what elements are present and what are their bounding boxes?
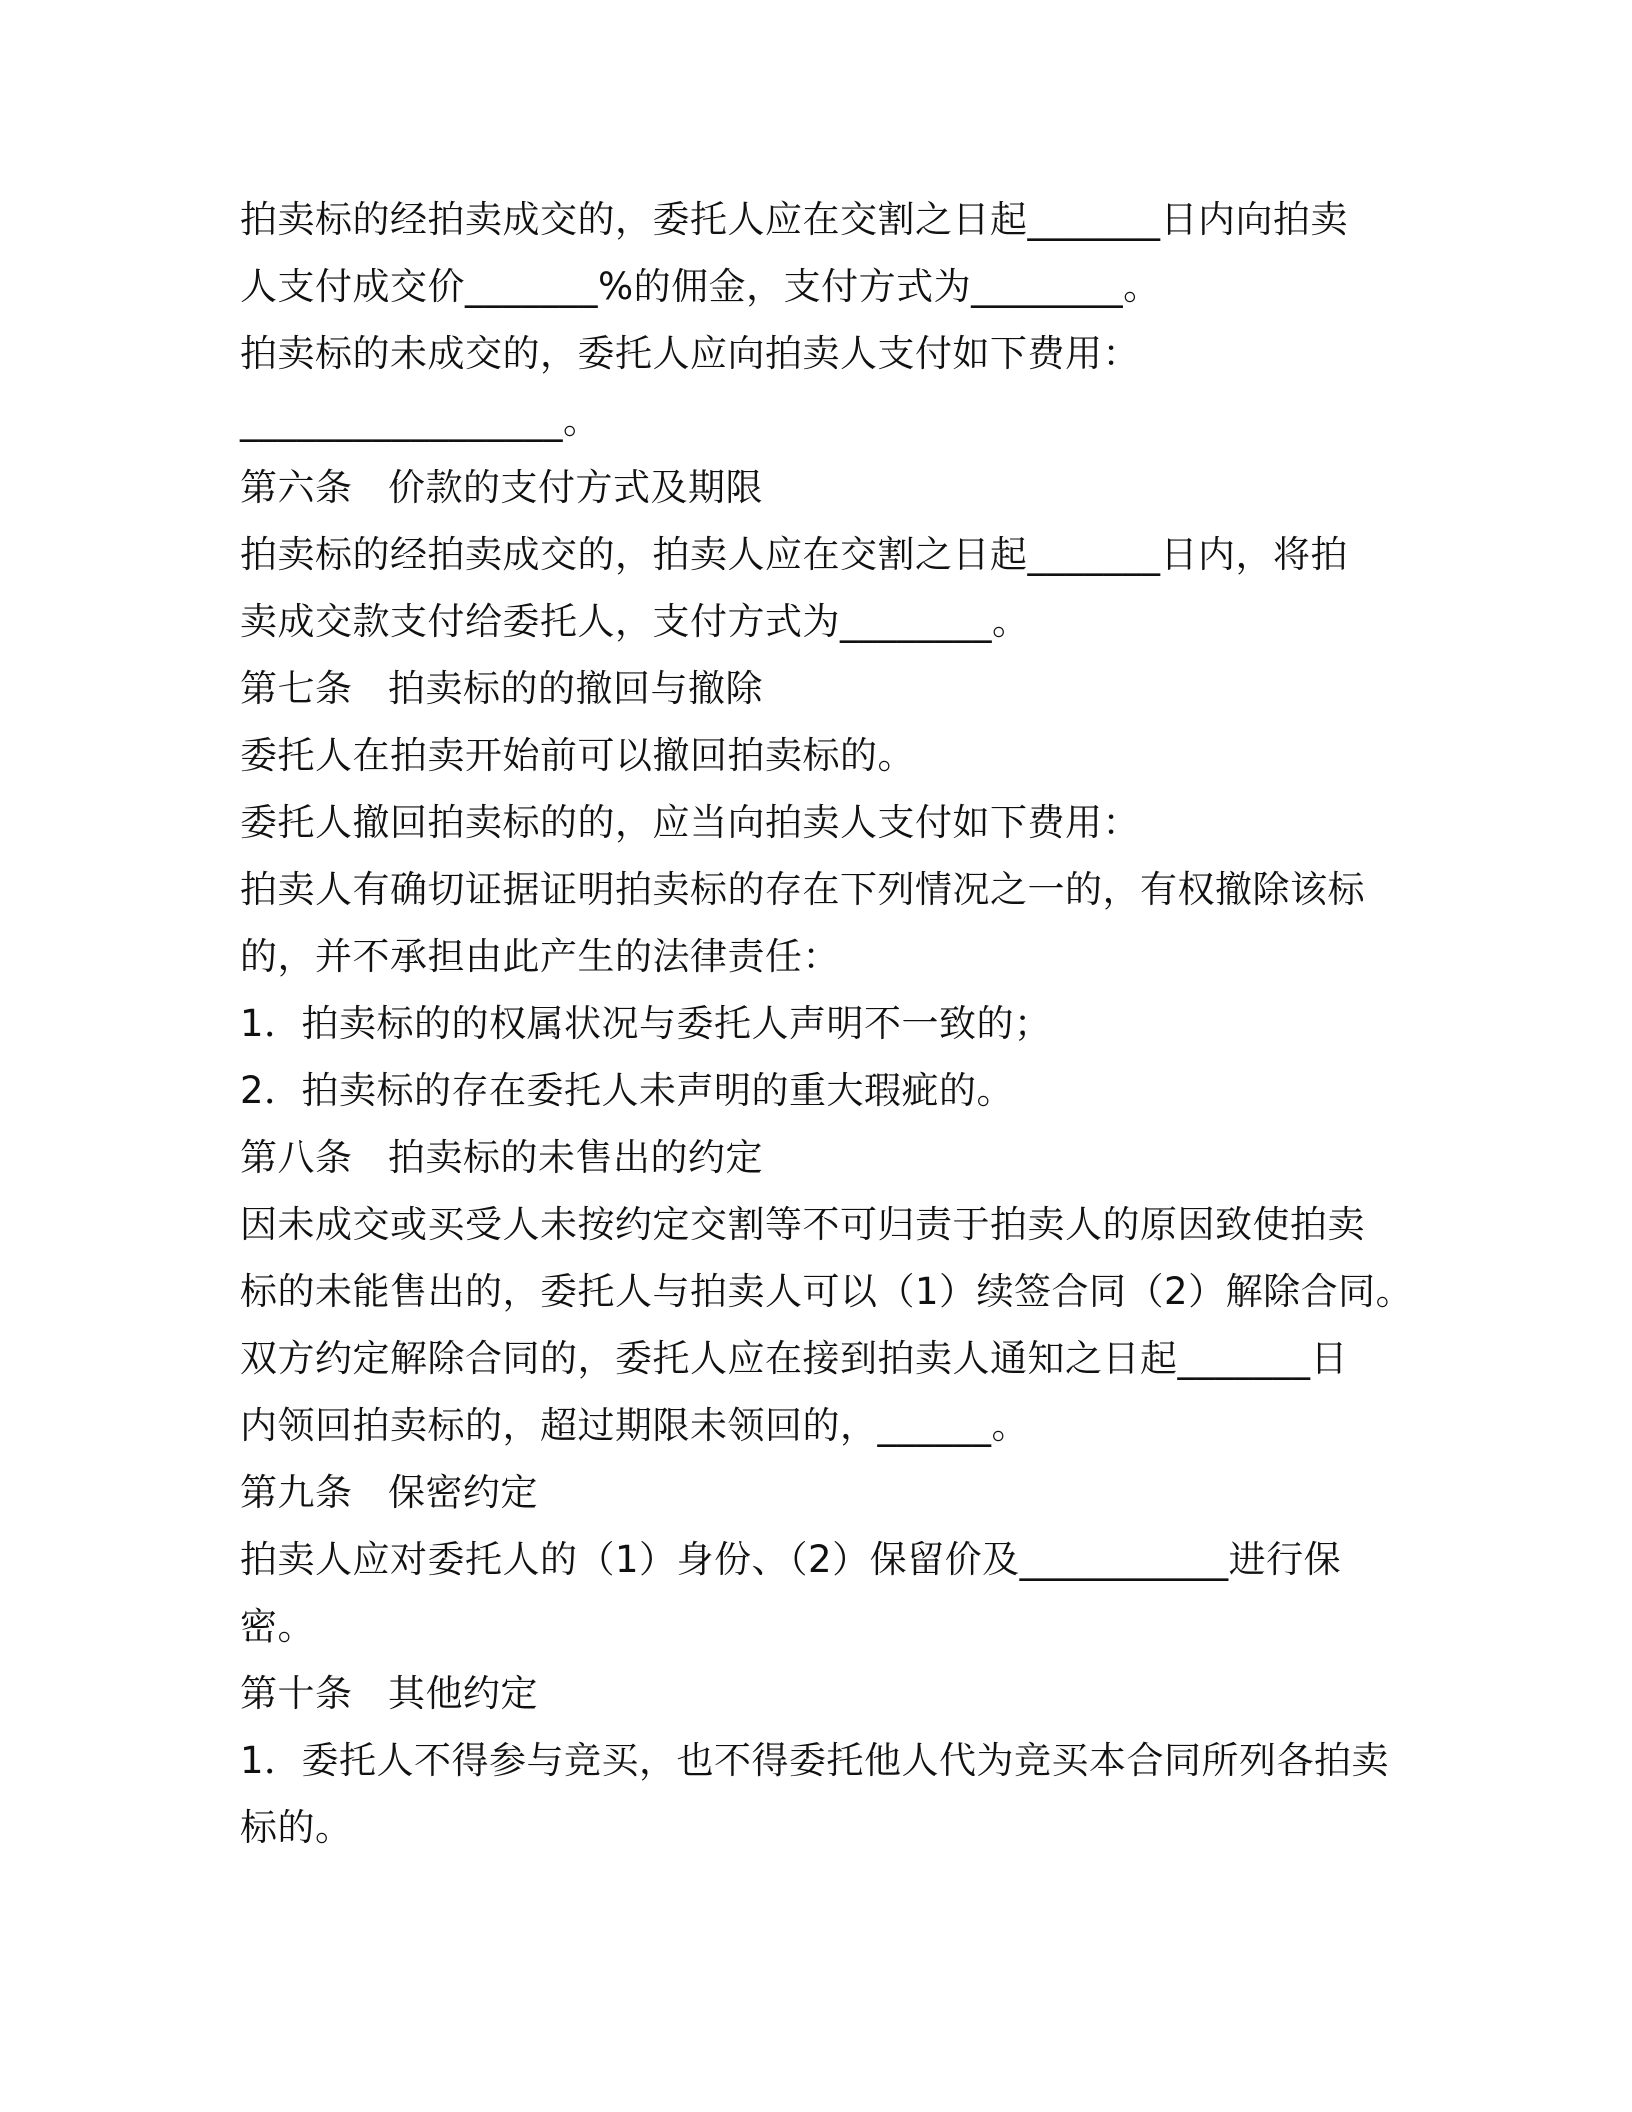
- body-line: 人支付成交价_______%的佣金，支付方式为________。: [240, 265, 1161, 308]
- body-line: 的，并不承担由此产生的法律责任：: [240, 935, 840, 978]
- body-line: 双方约定解除合同的，委托人应在接到拍卖人通知之日起_______日: [240, 1337, 1348, 1380]
- body-line: 拍卖标的经拍卖成交的，拍卖人应在交割之日起_______日内，将拍: [240, 533, 1348, 576]
- section-heading: [240, 1660, 1400, 1727]
- body-line: 卖成交款支付给委托人，支付方式为________。: [240, 600, 1030, 643]
- body-line: 委托人撤回拍卖标的的，应当向拍卖人支付如下费用：: [240, 801, 1140, 844]
- body-line: 内领回拍卖标的，超过期限未领回的，______。: [240, 1404, 1029, 1447]
- section-number: 第十条: [240, 1672, 353, 1715]
- body-line: 标的。: [240, 1806, 353, 1849]
- section-heading: [240, 1459, 1400, 1526]
- body-line: 委托人在拍卖开始前可以撤回拍卖标的。: [240, 734, 915, 777]
- section-title: 保密约定: [388, 1471, 538, 1514]
- document-page: [240, 186, 1414, 1861]
- body-line: 拍卖标的经拍卖成交的，委托人应在交割之日起_______日内向拍卖: [240, 198, 1348, 241]
- section-title: 价款的支付方式及期限: [388, 466, 763, 509]
- body-line: _________________。: [240, 399, 601, 442]
- section-title: 拍卖标的未售出的约定: [388, 1136, 763, 1179]
- section-number: 第七条: [240, 667, 353, 710]
- body-line: 拍卖标的未成交的，委托人应向拍卖人支付如下费用：: [240, 332, 1140, 375]
- list-item: 2．拍卖标的存在委托人未声明的重大瑕疵的。: [240, 1069, 1015, 1112]
- section-number: 第六条: [240, 466, 353, 509]
- section-heading: [240, 454, 1400, 521]
- section-heading: [240, 1124, 1400, 1191]
- body-line: 拍卖人应对委托人的（1）身份、（2）保留价及___________进行保: [240, 1538, 1342, 1581]
- section-title: 其他约定: [388, 1672, 538, 1715]
- section-heading: [240, 655, 1400, 722]
- body-line: 因未成交或买受人未按约定交割等不可归责于拍卖人的原因致使拍卖: [240, 1203, 1365, 1246]
- section-number: 第八条: [240, 1136, 353, 1179]
- section-title: 拍卖标的的撤回与撤除: [388, 667, 763, 710]
- list-item: 1．委托人不得参与竞买，也不得委托他人代为竞买本合同所列各拍卖: [240, 1739, 1390, 1782]
- list-item: 1．拍卖标的的权属状况与委托人声明不一致的；: [240, 1002, 1052, 1045]
- body-line: 密。: [240, 1605, 315, 1648]
- body-line: 拍卖人有确切证据证明拍卖标的存在下列情况之一的，有权撤除该标: [240, 868, 1365, 911]
- section-number: 第九条: [240, 1471, 353, 1514]
- body-line: 标的未能售出的，委托人与拍卖人可以（1）续签合同（2）解除合同。: [240, 1270, 1414, 1313]
